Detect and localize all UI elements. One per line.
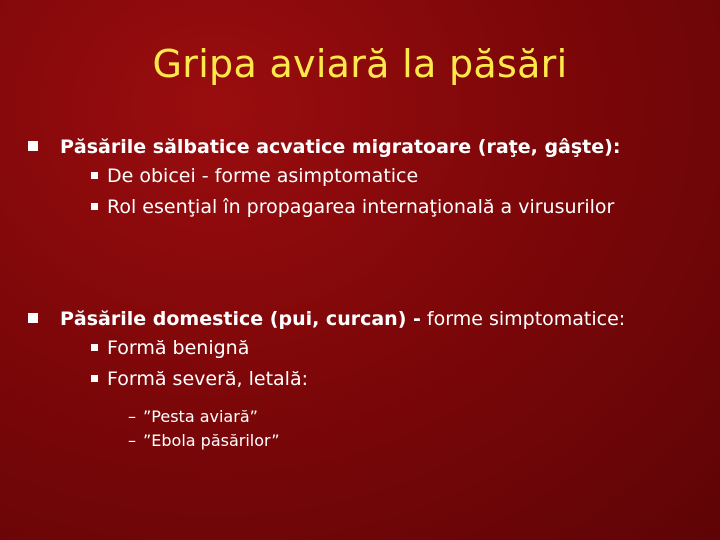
bullet-text	[60, 133, 620, 161]
bullet-bold-text: Păsările domestice (pui, curcan) -	[60, 308, 421, 330]
section-mark-icon	[91, 375, 98, 382]
sub-item	[91, 192, 698, 223]
bullet-text	[60, 305, 625, 333]
bullet-normal-text: forme simptomatice:	[420, 308, 626, 330]
bullet-line	[28, 305, 698, 333]
sub-item-text: Rol esenţial în propagarea internaţională a virusurilor	[107, 196, 615, 218]
bullet-bold-text: Păsările sălbatice acvatice migratoare (raţe, gâşte):	[60, 136, 621, 158]
bullet-wild-birds	[28, 133, 698, 223]
section-mark-icon	[91, 344, 98, 351]
section-mark-icon	[91, 172, 98, 179]
dash-icon: –	[128, 431, 136, 450]
sub-item	[91, 333, 698, 364]
slide-title: Gripa aviară la păsări	[152, 42, 568, 86]
bullet-line	[28, 133, 698, 161]
section-mark-icon	[91, 203, 98, 210]
sub-sub-item	[128, 405, 698, 429]
sub-sub-item-text: ”Ebola păsărilor”	[143, 431, 280, 450]
sub-item-text: De obicei - forme asimptomatice	[107, 165, 419, 187]
sub-item-text: Formă severă, letală:	[107, 368, 308, 390]
square-bullet-icon	[28, 141, 38, 151]
sub-item	[91, 364, 698, 395]
dash-icon: –	[128, 407, 136, 426]
sub-sub-item-text: ”Pesta aviară”	[143, 407, 258, 426]
sub-sub-item	[128, 429, 698, 453]
bullet-domestic-birds	[28, 305, 698, 453]
sub-item-text: Formă benignă	[107, 337, 250, 359]
sub-item	[91, 161, 698, 192]
square-bullet-icon	[28, 313, 38, 323]
